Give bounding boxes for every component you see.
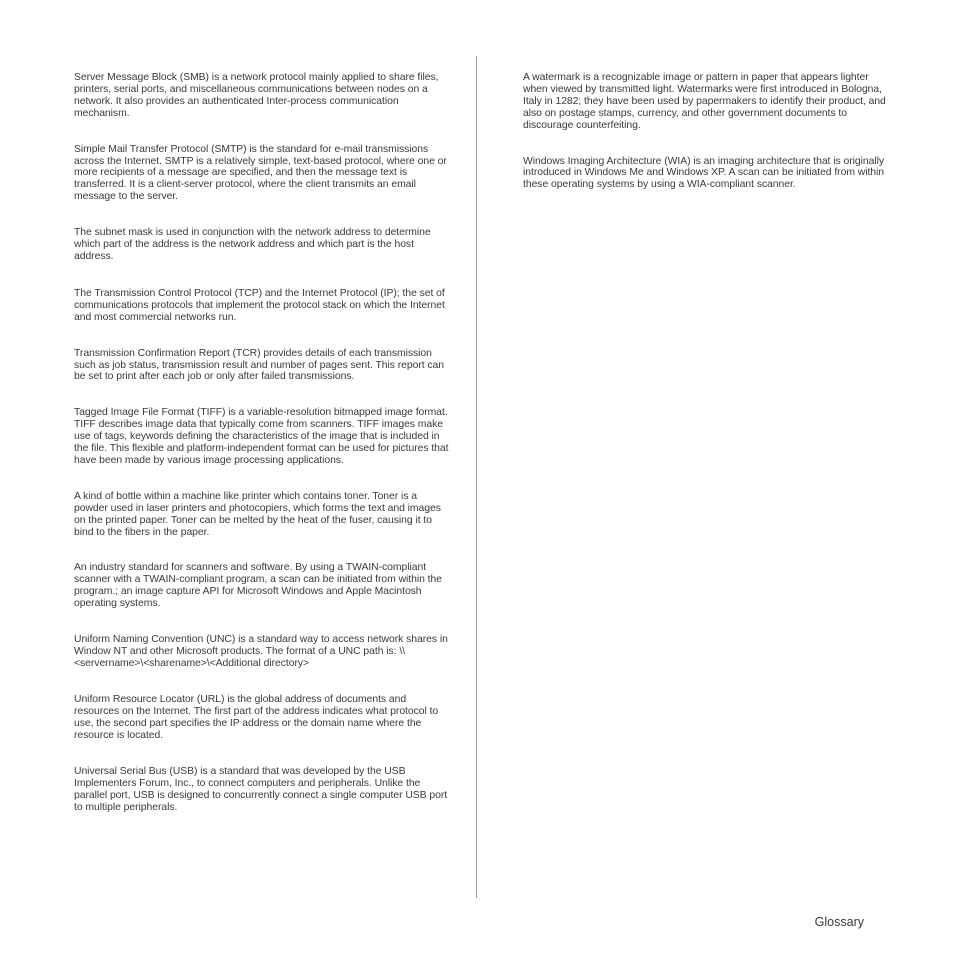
entry-usb: Universal Serial Bus (USB) is a standard that was developed by the USB Implementers Forum, Inc., to connect computers and peripherals. Unlike the parallel port, USB is designed to concurrently connect a single computer USB port to multiple peripherals. [74,766,448,814]
entry-toner: A kind of bottle within a machine like printer which contains toner. Toner is a powder used in laser printers and photocopiers, which forms the text and images on the printed paper. Toner can be melted by the heat of the fuser, causing it to bind to the fibers in the paper. [74,490,441,538]
column-divider [476,56,477,898]
entry-subnet-mask: The subnet mask is used in conjunction with the network address to determine which part of the address is the network address and which part is the host address. [74,227,431,262]
entry-watermark: A watermark is a recognizable image or pattern in paper that appears lighter when viewed by transmitted light. Watermarks were first introduced in Bologna, Italy in 1282; they have been used by papermakers to identify their product, and also on postage stamps, currency, and other government documents to discourage counterfeiting. [523,72,886,131]
entry-url: Uniform Resource Locator (URL) is the global address of documents and resources on the Internet. The first part of the address indicates what protocol to use, the second part specifies the IP address or the domain name where the resource is located. [74,693,439,741]
entry-smb: Server Message Block (SMB) is a network protocol mainly applied to share files, printers, serial ports, and miscellaneous communications between nodes on a network. It also provides an authenticated Inter-process communication mechanism. [74,72,439,119]
entry-twain: An industry standard for scanners and software. By using a TWAIN-compliant scanner with a TWAIN-compliant program, a scan can be initiated from within the program.; an image capture API for Microsoft Windows and Apple Macintosh operating systems. [74,562,442,610]
entry-wia: Windows Imaging Architecture (WIA) is an imaging architecture that is originally introduced in Windows Me and Windows XP. A scan can be initiated from within these operating systems by using a WIA-compliant scanner. [523,155,885,191]
entry-unc: Uniform Naming Convention (UNC) is a standard way to access network shares in Window NT and other Microsoft products. The format of a UNC path is: \\<servername>\<sharename>\<Additional directory> [74,634,448,669]
right-column [523,72,895,191]
left-column [74,72,450,814]
entry-tiff: Tagged Image File Format (TIFF) is a variable-resolution bitmapped image format. TIFF describes image data that typically come from scanners. TIFF images make use of tags, keywords defining the characteristics of the image that is included in the file. This flexible and platform-independent format can be used for pictures that have been made by various image processing applications. [74,407,449,466]
entry-tcp-ip: The Transmission Control Protocol (TCP) and the Internet Protocol (IP); the set of communications protocols that implement the protocol stack on which the Internet and most commercial networks run. [74,287,445,323]
footer-section-label: Glossary [814,915,864,929]
entry-smtp: Simple Mail Transfer Protocol (SMTP) is the standard for e-mail transmissions across the Internet. SMTP is a relatively simple, text-based protocol, where one or more recipients of a message are specified, and then the message text is transferred. It is a client-server protocol, where the client transmits an email message to the server. [74,143,447,203]
entry-tcr: Transmission Confirmation Report (TCR) provides details of each transmission such as job status, transmission result and number of pages sent. This report can be set to print after each job or only after failed transmissions. [74,347,445,383]
